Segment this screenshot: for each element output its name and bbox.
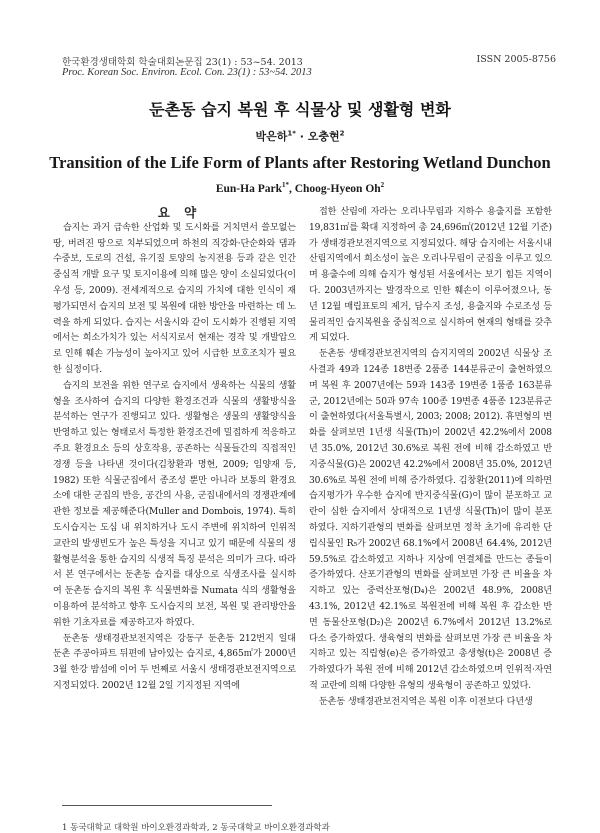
paragraph: 접한 산림에 자라는 오리나무림과 지하수 용출지를 포함한 19,831㎡를 확대 지정하여 총 24,696㎡(2012년 12월 기준)가 생태경관보전지역으로 지정되었다. 해당 습지에는 서울시내 산림지역에서 희소성이 높은 오리나무림이 군집을 이루고 있으며 용출수에 의해 습지가 형성된 서울에서는 보기 힘든 지역이다. 2003년까지는 발경작으로 인한 훼손이 이루어졌으나, 동년 12월 매립표토의 제거, 담수지 조성, 용출지와 수로조성 등 물리적인 습지복원을 중심적으로 실시하여 현재의 형태를 갖추게 되었다. (309, 207, 552, 344)
issn-number: ISSN 2005-8756 (476, 54, 556, 65)
author-2-name-en: Choog-Hyeon Oh (294, 182, 381, 195)
author-2-name-ko: 오충현 (307, 130, 340, 143)
authors-en (0, 181, 600, 195)
paper-title-en: Transition of the Life Form of Plants after Restoring Wetland Dunchon (49, 153, 551, 172)
author-1-affiliation-mark-en: 1* (281, 181, 289, 189)
author-2-affiliation-mark-en: 2 (380, 181, 385, 189)
paragraph: 습지는 과거 급속한 산업화 및 도시화를 거치면서 쓸모없는 땅, 버려진 땅으로 치부되었으며 하천의 직강화·단순화와 댐과 수중보, 도로의 건설, 유기질 토양의 농지전용 등과 같은 인간중심적 개발 요구 및 토지이용에 의해 많은 양이 소실되었다(이우성 등, 2009). 전세계적으로 습지의 가치에 대한 인식이 재평가되면서 습지의 보전 및 복원에 대한 방안을 마련하는 데 노력을 하게 되었다. 습지는 서울시와 같이 도시화가 진행된 지역에서는 희소가치가 있는 서식지로서 현재는 경작 및 개발압으로 인해 훼손 가능성이 높아지고 있어 시급한 보호조치가 필요한 실정이다. (53, 222, 296, 375)
author-1-name-ko: 박은하 (255, 130, 288, 143)
paragraph: 습지의 보전을 위한 연구로 습지에서 생육하는 식물의 생활형을 조사하여 습지의 다양한 환경조건과 식물의 생활방식을 분석하는 연구가 진행되고 있다. 생활형은 생물의 생활양식을 반영하고 있는 형태로서 특정한 환경조건에 밀접하게 적응하고 주요 환경요소 등의 상호작용, 공존하는 식물들간의 직접적인 경쟁 등을 나타낸 것이다(김창환과 명현, 2009; 임양재 등, 1982) 또한 식물군집에서 종조성 뿐만 아니라 보통의 환경요소에 대한 군집의 반응, 공간의 사용, 군집내에서의 경쟁관계에 관한 정보를 제공해준다(Muller and Dombois, 1974). 특히 도시습지는 도심 내 위치하거나 도시 주변에 위치하여 인위적 교란의 발생빈도가 높은 특성을 지니고 있기 때문에 식물의 생활형분석을 통한 습지의 식생적 특징 분석은 의미가 크다. 따라서 본 연구에서는 둔촌동 습지를 대상으로 식생조사를 실시하여 둔촌동 습지의 복원 후 식물변화를 Numata 식의 생활형을 이용하여 분석하고 향후 도시습지의 보전, 복원 및 관리방안을 위한 기초자료를 제공하고자 하였다. (53, 380, 296, 628)
body-column-left (53, 205, 296, 775)
author-separator: · (295, 130, 308, 143)
journal-citation-ko: 한국환경생태학회 학술대회논문집 23(1) : 53~54. 2013 (62, 57, 303, 68)
body-column-right (309, 205, 552, 775)
authors-ko (0, 128, 600, 144)
affiliation-footnote: 1 동국대학교 대학원 바이오환경과학과, 2 동국대학교 바이오환경과학과 (62, 823, 330, 833)
footnote-divider (62, 805, 272, 806)
author-1-affiliation-mark: 1* (287, 129, 296, 138)
paper-title-ko: 둔촌동 습지 복원 후 식물상 및 생활형 변화 (149, 100, 451, 119)
author-2-affiliation-mark: 2 (339, 129, 345, 138)
author-separator-en: , (288, 182, 295, 195)
abstract-heading: 요 약 (157, 205, 202, 220)
paragraph: 둔촌동 생태경관보전지역의 습지지역의 2002년 식물상 조사결과 49과 124종 18변종 2품종 144분류군이 출현하였으며 복원 후 2007년에는 59과 143종 19변종 1품종 163분류군, 2012년에는 50과 97속 100종 19변종 4품종 123분류군이 출현하였다(서울특별시, 2003; 2008; 2012). 휴면형의 변화를 살펴보면 1년생 식물(Th)이 2002년 42.2%에서 2008년 35.0%, 2012년 30.6%로 복원 전에 비해 감소하였고 반지중식물(G)은 2002년 42.2%에서 2008년 35.0%, 2012년 30.6%로 복원 전에 비해 증가하였다. 김창환(2011)에 의하면 습지평가가 우수한 습지에 반지중식물(G)이 많이 분포하고 교란이 심한 습지에서 상대적으로 1년생 식물(Th)이 많이 분포하였다. 지하기관형의 변화를 살펴보면 정착 초기에 유리한 단립식물인 R₅가 2002년 68.1%에서 2008년 64.4%, 2012년 59.5%로 감소하였고 지하나 지상에 연결체를 만드는 종들이 증가하였다. 산포기관형의 변화를 살펴보면 가장 큰 비율을 차지하고 있는 중력산포형(D₄)은 2002년 48.9%, 2008년 43.1%, 2012년 42.1%로 복원전에 비해 복원 후 감소한 반면 동물산포형(D₂)은 2002년 6.7%에서 2012년 13.2%로 다소 증가하였다. 생육형의 변화를 살펴보면 가장 큰 비율을 차지하고 있는 직립형(e)은 증가하였고 총생형(t)은 2008년 증가하였다가 복원 전에 비해 2012년 감소하였으며 인위적·자연적 교란에 의해 다양한 유형의 생육형이 공존하고 있었다. (309, 349, 552, 691)
author-1-name-en: Eun-Ha Park (215, 182, 282, 195)
paragraph: 둔촌동 생태경관보전지역은 강동구 둔촌동 212번지 일대 둔촌 주공아파트 뒤편에 남아있는 습지로, 4,865㎡가 2000년 3월 한강 밤섬에 이어 두 번째로 서울시 생태경관보전지역으로 지정되었다. 2002년 12월 2일 기지정된 지역에 (53, 633, 296, 691)
journal-citation-en: Proc. Korean Soc. Environ. Ecol. Con. 23(1) : 53~54. 2013 (62, 67, 312, 78)
paragraph: 둔촌동 생태경관보전지역은 복원 이후 이전보다 다년생 (319, 696, 533, 707)
